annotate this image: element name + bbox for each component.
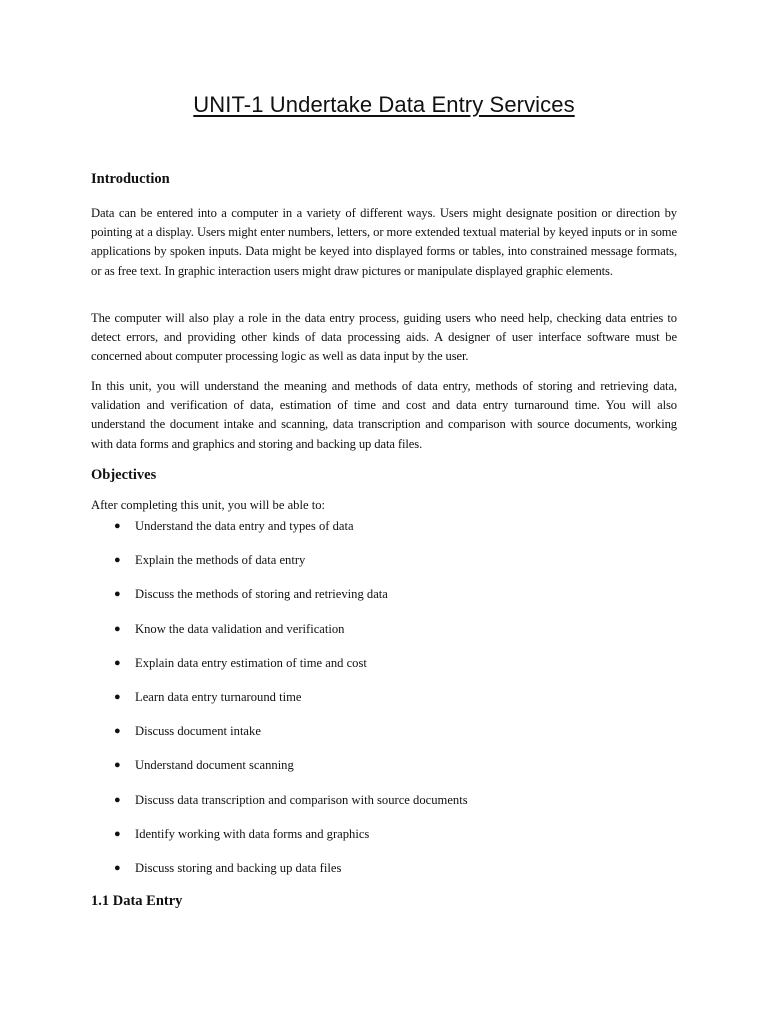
bullet-icon: ● (114, 520, 121, 532)
bullet-icon: ● (114, 759, 121, 772)
intro-paragraph-2: The computer will also play a role in the data entry process, guiding users who need help, checking data entries to detect errors, and providing other kinds of data processing aids. A designer of user interface software must be concerned about computer processing logic as well as data input by the user. (91, 311, 677, 364)
objective-text: Explain the methods of data entry (135, 553, 306, 568)
objective-text: Discuss data transcription and comparison with source documents (135, 792, 468, 807)
objective-text: Know the data validation and verification (135, 621, 345, 636)
objective-item (0, 653, 768, 687)
document-title: UNIT-1 Undertake Data Entry Services (193, 92, 575, 117)
objective-text: Identify working with data forms and graphics (135, 826, 370, 841)
bullet-icon: ● (114, 588, 121, 601)
objective-text: Discuss document intake (135, 724, 261, 739)
objective-item (0, 550, 768, 584)
bullet-icon: ● (114, 861, 121, 874)
intro-paragraph-3: In this unit, you will understand the meaning and methods of data entry, methods of storing and retrieving data, validation and verification of data, estimation of time and cost and data entry turnaround time. You will also understand the document intake and scanning, data transcription and comparison with source documents, working with data forms and graphics and storing and backing up data files. (91, 379, 677, 451)
objective-item (0, 516, 768, 550)
section-heading-data-entry: 1.1 Data Entry (91, 893, 183, 909)
bullet-icon: ● (114, 622, 121, 635)
objective-item (0, 619, 768, 653)
objective-text: Discuss storing and backing up data files (135, 860, 342, 875)
objectives-list (0, 516, 768, 892)
objective-text: Understand the data entry and types of data (135, 519, 354, 533)
objective-item (0, 584, 768, 618)
objective-item (0, 824, 768, 858)
objective-text: Learn data entry turnaround time (135, 689, 302, 704)
bullet-icon: ● (114, 554, 121, 567)
intro-paragraph-1: Data can be entered into a computer in a variety of different ways. Users might designate position or direction by pointing at a display. Users might enter numbers, letters, or more extended textual material by keyed inputs or in some applications by spoken inputs. Data might be keyed into displayed forms or tables, into constrained message formats, or as free text. In graphic interaction users might draw pictures or manipulate displayed graphic elements. (91, 206, 677, 278)
bullet-icon: ● (114, 725, 121, 738)
bullet-icon: ● (114, 793, 121, 806)
introduction-heading: Introduction (91, 171, 170, 187)
objective-text: Understand document scanning (135, 758, 294, 773)
bullet-icon: ● (114, 656, 121, 669)
objective-item (0, 858, 768, 892)
objectives-heading: Objectives (91, 467, 157, 483)
objective-text: Explain data entry estimation of time and cost (135, 655, 367, 670)
objective-item (0, 755, 768, 789)
objectives-intro: After completing this unit, you will be able to: (91, 498, 325, 512)
objective-item (0, 721, 768, 755)
bullet-icon: ● (114, 690, 121, 703)
bullet-icon: ● (114, 827, 121, 840)
objective-item (0, 790, 768, 824)
objective-item (0, 687, 768, 721)
objective-text: Discuss the methods of storing and retrieving data (135, 587, 388, 602)
